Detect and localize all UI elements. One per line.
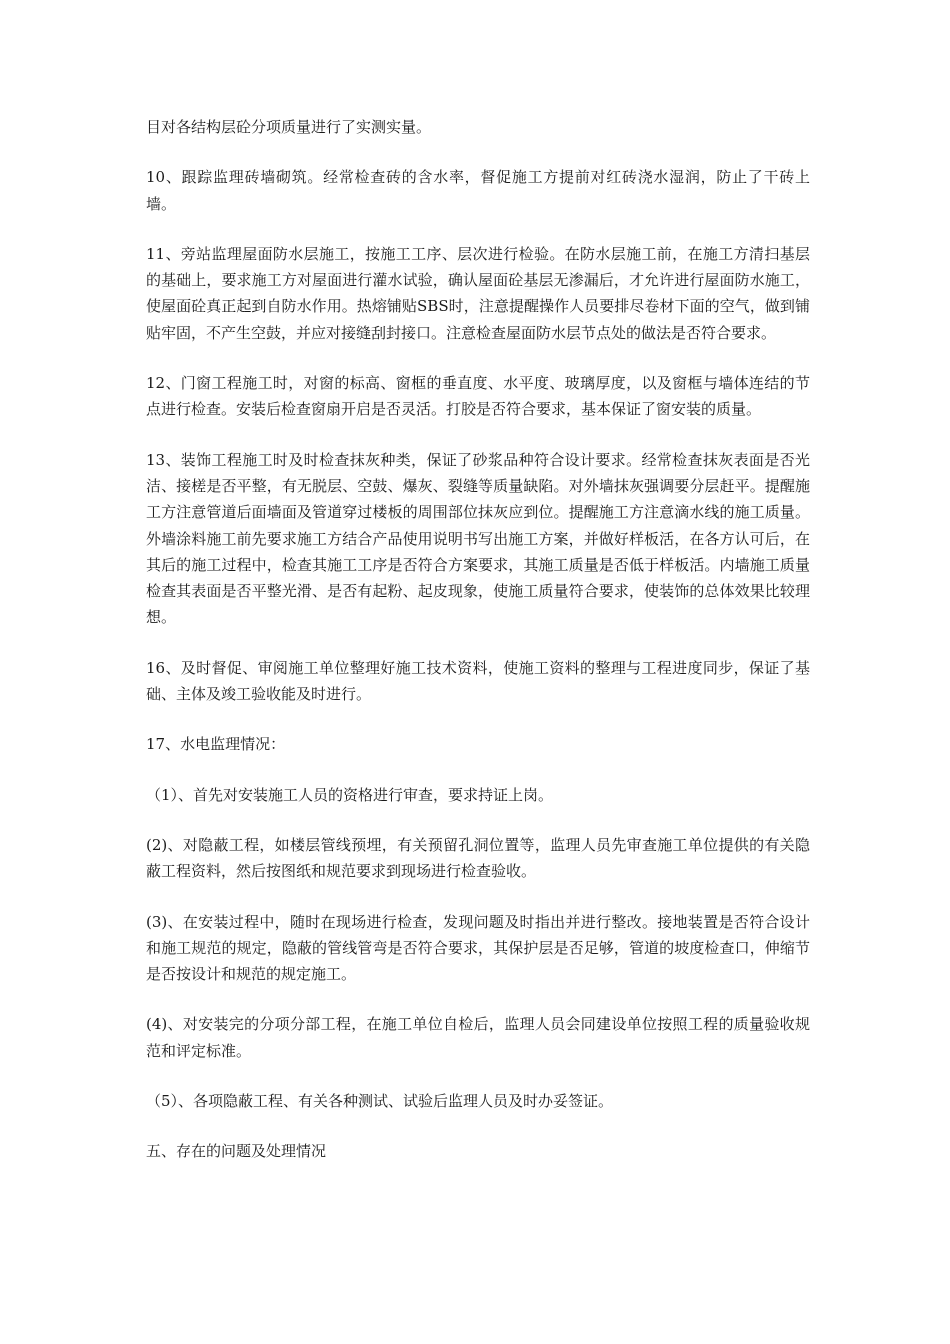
paragraph-measurement: 目对各结构层砼分项质量进行了实测实量。	[146, 118, 432, 136]
paragraph-11-roof-waterproofing: 11、旁站监理屋面防水层施工，按施工工序、层次进行检验。在防水层施工前，在施工方清扫基层的基础上，要求施工方对屋面进行灌水试验，确认屋面砼基层无渗漏后，才允许进行屋面防水施工，使屋面砼真正起到自防水作用。热熔铺贴SBS时，注意提醒操作人员要排尽卷材下面的空气，做到铺贴牢固，不产生空鼓，并应对接缝刮封接口。注意检查屋面防水层节点处的做法是否符合要求。	[146, 244, 810, 342]
section-heading-problems: 五、存在的问题及处理情况	[146, 1142, 327, 1161]
paragraph-item-2: (2)、对隐蔽工程，如楼层管线预埋，有关预留孔洞位置等，监理人员先审查施工单位提供的有关隐蔽工程资料，然后按图纸和规范要求到现场进行检查验收。	[146, 835, 810, 881]
paragraph-item-5: （5）、各项隐蔽工程、有关各种测试、试验后监理人员及时办妥签证。	[146, 1092, 614, 1111]
paragraph-17-mep-supervision: 17、水电监理情况：	[146, 735, 286, 754]
paragraph-item-3: (3)、在安装过程中，随时在现场进行检查，发现问题及时指出并进行整改。接地装置是否符合设计和施工规范的规定，隐蔽的管线管弯是否符合要求，其保护层是否足够，管道的坡度检查口，伸缩节是否按设计和规范的规定施工。	[146, 912, 810, 984]
paragraph-10-brick-wall: 10、跟踪监理砖墙砌筑。经常检查砖的含水率，督促施工方提前对红砖浇水湿润，防止了干砖上墙。	[146, 168, 810, 213]
paragraph-16-technical-docs: 16、及时督促、审阅施工单位整理好施工技术资料，使施工资料的整理与工程进度同步，保证了基础、主体及竣工验收能及时进行。	[146, 658, 810, 704]
paragraph-item-4: (4)、对安装完的分项分部工程，在施工单位自检后，监理人员会同建设单位按照工程的质量验收规范和评定标准。	[146, 1015, 810, 1060]
paragraph-13-decoration: 13、装饰工程施工时及时检查抹灰种类，保证了砂浆品种符合设计要求。经常检查抹灰表面是否光洁、接槎是否平整，有无脱层、空鼓、爆灰、裂缝等质量缺陷。对外墙抹灰强调要分层赶平。提醒施工方注意管道后面墙面及管道穿过楼板的周围部位抹灰应到位。提醒施工方注意滴水线的施工质量。外墙涂料施工前先要求施工方结合产品使用说明书写出施工方案，并做好样板活，在各方认可后，在其后的施工过程中，检查其施工工序是否符合方案要求，其施工质量是否低于样板活。内墙施工质量检查其表面是否平整光滑、是否有起粉、起皮现象，使施工质量符合要求，使装饰的总体效果比较理想。	[146, 450, 810, 627]
document-body	[146, 114, 810, 1189]
paragraph-12-doors-windows: 12、门窗工程施工时，对窗的标高、窗框的垂直度、水平度、玻璃厚度，以及窗框与墙体连结的节点进行检查。安装后检查窗扇开启是否灵活。打胶是否符合要求，基本保证了窗安装的质量。	[146, 374, 810, 419]
paragraph-item-1: （1）、首先对安装施工人员的资格进行审查，要求持证上岗。	[146, 785, 554, 804]
